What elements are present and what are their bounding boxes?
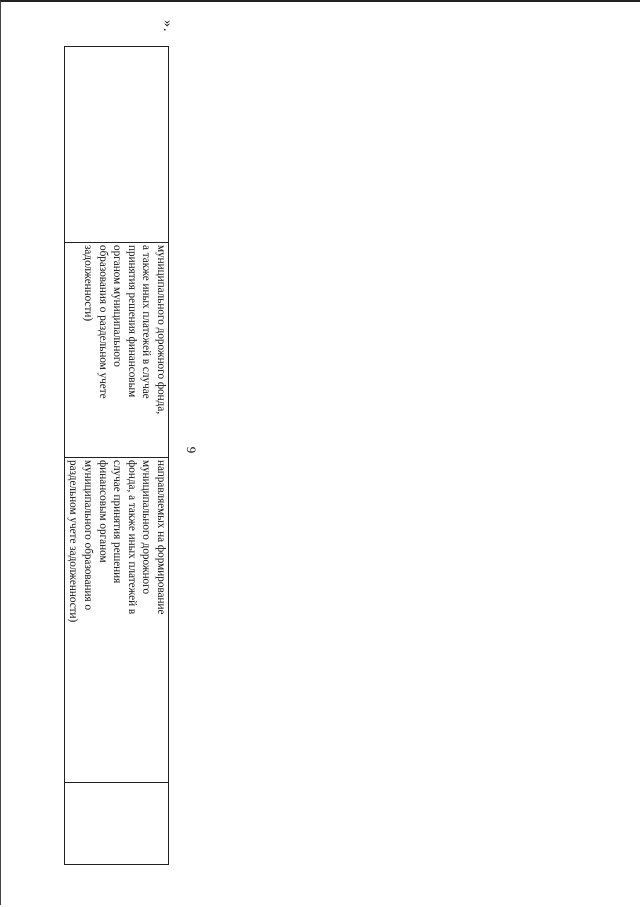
- table-cell-empty-left: [65, 783, 169, 865]
- table-cell-empty-right: [65, 47, 169, 243]
- cell-text: направляемых на формирование муниципального дорожного фонда, а также иных платежей в случае принятия решения финансовым органом муниципального образования о раздельном учете задолженности): [67, 460, 167, 623]
- continuation-table: [64, 46, 169, 865]
- page-number: 9: [184, 446, 199, 454]
- table-cell-road-fund-formation: [65, 458, 169, 783]
- table-row: [65, 47, 169, 865]
- closing-quote-mark: ».: [160, 20, 175, 33]
- cell-text: муниципального дорожного фонда, а также иных платежей в случае принятия решения финансовым органом муниципального образования о раздельном учете задолженности): [82, 245, 167, 415]
- rotated-document-page: [1, 2, 640, 907]
- table-cell-road-fund-decision: [65, 243, 169, 458]
